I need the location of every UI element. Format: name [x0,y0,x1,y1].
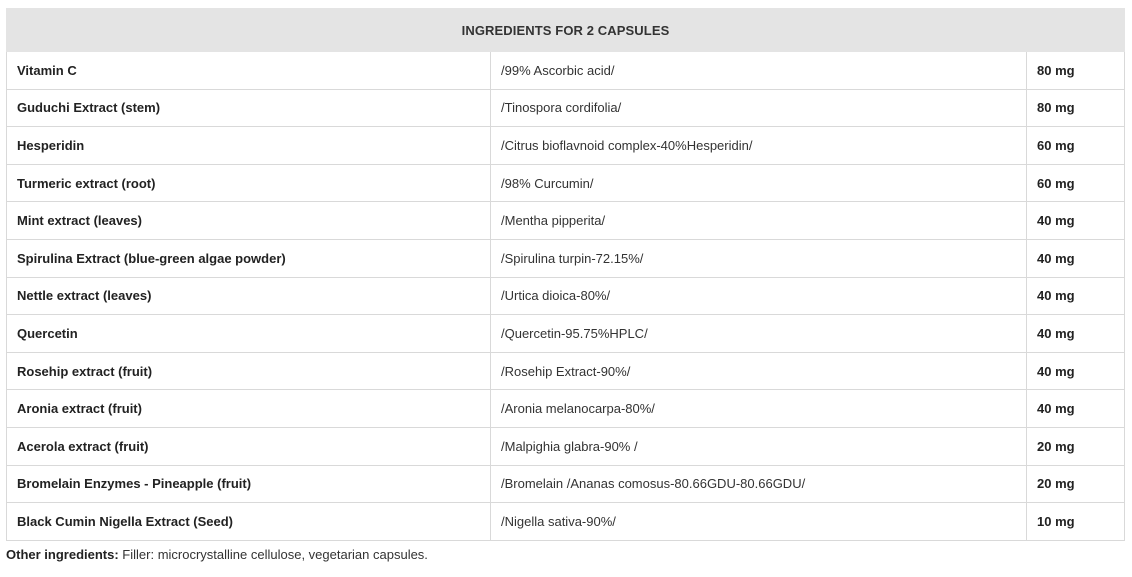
ingredient-amount: 40 mg [1027,202,1125,240]
ingredient-source: /Mentha pipperita/ [491,202,1027,240]
table-row [7,202,1125,240]
ingredient-source: /Malpighia glabra-90% / [491,427,1027,465]
ingredient-amount: 20 mg [1027,465,1125,503]
ingredient-name: Quercetin [7,315,491,353]
ingredient-source: /Aronia melanocarpa-80%/ [491,390,1027,428]
ingredient-amount: 80 mg [1027,89,1125,127]
ingredient-amount: 40 mg [1027,277,1125,315]
ingredient-source: /98% Curcumin/ [491,164,1027,202]
table-row [7,390,1125,428]
ingredient-source: /Tinospora cordifolia/ [491,89,1027,127]
table-row [7,277,1125,315]
ingredient-name: Bromelain Enzymes - Pineapple (fruit) [7,465,491,503]
table-row [7,239,1125,277]
ingredient-name: Aronia extract (fruit) [7,390,491,428]
table-row [7,164,1125,202]
ingredient-source: /Rosehip Extract-90%/ [491,352,1027,390]
ingredient-amount: 20 mg [1027,427,1125,465]
table-header: INGREDIENTS FOR 2 CAPSULES [7,9,1125,52]
table-row [7,89,1125,127]
ingredient-amount: 40 mg [1027,315,1125,353]
ingredient-name: Nettle extract (leaves) [7,277,491,315]
ingredient-name: Guduchi Extract (stem) [7,89,491,127]
ingredient-amount: 80 mg [1027,52,1125,90]
ingredient-name: Acerola extract (fruit) [7,427,491,465]
table-header-row [7,9,1125,52]
ingredient-amount: 40 mg [1027,390,1125,428]
table-row [7,427,1125,465]
ingredient-name: Vitamin C [7,52,491,90]
table-row [7,352,1125,390]
ingredient-amount: 60 mg [1027,127,1125,165]
table-row [7,503,1125,541]
ingredient-name: Spirulina Extract (blue-green algae powder) [7,239,491,277]
table-row [7,52,1125,90]
ingredient-source: /Quercetin-95.75%HPLC/ [491,315,1027,353]
table-row [7,465,1125,503]
ingredient-source: /Bromelain /Ananas comosus-80.66GDU-80.66GDU/ [491,465,1027,503]
table-row [7,127,1125,165]
table-row [7,315,1125,353]
ingredient-amount: 40 mg [1027,352,1125,390]
ingredients-table-body [7,52,1125,541]
other-ingredients-text: Filler: microcrystalline cellulose, vegetarian capsules. [118,546,428,562]
ingredient-source: /Citrus bioflavnoid complex-40%Hesperidin/ [491,127,1027,165]
ingredient-name: Black Cumin Nigella Extract (Seed) [7,503,491,541]
ingredient-name: Turmeric extract (root) [7,164,491,202]
ingredients-table [6,8,1125,541]
ingredient-name: Rosehip extract (fruit) [7,352,491,390]
other-ingredients-note [6,547,1125,562]
ingredient-amount: 40 mg [1027,239,1125,277]
other-ingredients-label: Other ingredients: [6,546,119,562]
ingredient-source: /Nigella sativa-90%/ [491,503,1027,541]
ingredient-amount: 60 mg [1027,164,1125,202]
ingredient-name: Mint extract (leaves) [7,202,491,240]
ingredient-source: /Spirulina turpin-72.15%/ [491,239,1027,277]
ingredient-amount: 10 mg [1027,503,1125,541]
ingredient-source: /99% Ascorbic acid/ [491,52,1027,90]
ingredient-name: Hesperidin [7,127,491,165]
ingredient-source: /Urtica dioica-80%/ [491,277,1027,315]
